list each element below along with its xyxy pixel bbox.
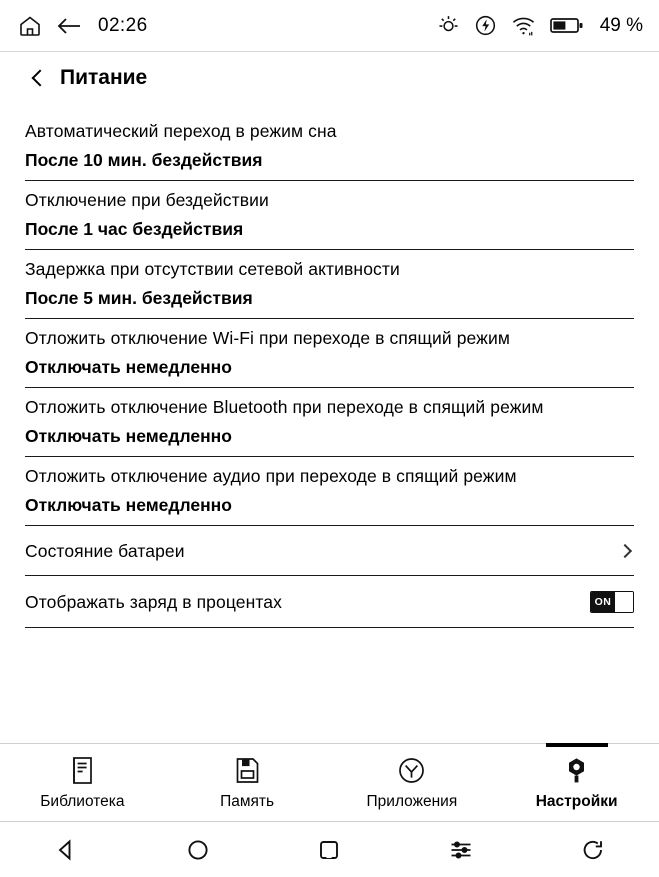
setting-label: Отключение при бездействии: [25, 190, 269, 210]
setting-value: Отключать немедленно: [25, 357, 232, 377]
battery-percent-label: 49 %: [599, 14, 643, 36]
list-item[interactable]: [25, 388, 634, 457]
settings-gear-icon: [562, 756, 591, 785]
setting-value: Отключать немедленно: [25, 426, 232, 446]
setting-value: После 5 мин. бездействия: [25, 288, 253, 308]
nav-home-circle-icon[interactable]: [132, 837, 264, 863]
chevron-left-icon[interactable]: [32, 70, 49, 87]
nav-back-triangle-icon[interactable]: [0, 837, 132, 863]
setting-label: Автоматический переход в режим сна: [25, 121, 337, 141]
battery-icon: [550, 16, 584, 35]
toggle-knob: [615, 592, 633, 612]
status-bar-left: [18, 14, 148, 38]
nav-refresh-icon[interactable]: [527, 837, 659, 863]
tab-label: Настройки: [535, 793, 618, 810]
brightness-icon[interactable]: [437, 14, 460, 37]
toggle-state-label: ON: [591, 592, 615, 612]
tab-library[interactable]: [0, 746, 165, 821]
list-item[interactable]: [25, 457, 634, 526]
list-item[interactable]: [25, 319, 634, 388]
list-item[interactable]: [25, 112, 634, 181]
list-item[interactable]: [25, 181, 634, 250]
chevron-right-icon: [618, 544, 632, 558]
nav-sliders-icon[interactable]: [395, 837, 527, 863]
page-header: [0, 52, 659, 98]
setting-value: После 10 мин. бездействия: [25, 150, 263, 170]
list-item-battery-state[interactable]: [25, 526, 634, 576]
tab-label: Приложения: [366, 793, 458, 810]
bottom-tab-bar: [0, 743, 659, 821]
list-item[interactable]: [25, 250, 634, 319]
setting-value: После 1 час бездействия: [25, 219, 244, 239]
setting-label: Состояние батареи: [25, 541, 185, 561]
setting-label: Отложить отключение Bluetooth при переходе в спящий режим: [25, 397, 544, 417]
page-title: Питание: [60, 66, 148, 89]
setting-label: Отложить отключение аудио при переходе в спящий режим: [25, 466, 517, 486]
tab-memory[interactable]: [165, 746, 330, 821]
settings-list: [0, 98, 659, 743]
home-icon[interactable]: [18, 14, 42, 38]
status-clock: 02:26: [98, 14, 148, 36]
wifi-icon[interactable]: [511, 14, 536, 37]
tab-label: Библиотека: [40, 793, 125, 810]
apps-target-icon: [397, 756, 426, 785]
status-bar: [0, 0, 659, 52]
tab-applications[interactable]: [330, 746, 495, 821]
refresh-speed-icon[interactable]: [474, 14, 497, 37]
back-arrow-icon[interactable]: [56, 15, 82, 37]
book-icon: [69, 756, 96, 785]
tab-label: Память: [220, 793, 275, 810]
nav-recents-square-icon[interactable]: [264, 837, 396, 863]
system-nav-bar: [0, 821, 659, 877]
setting-value: Отключать немедленно: [25, 495, 232, 515]
save-disk-icon: [234, 756, 261, 785]
list-item-show-battery-percent[interactable]: [25, 576, 634, 628]
tab-settings[interactable]: [494, 746, 659, 821]
setting-label: Задержка при отсутствии сетевой активности: [25, 259, 400, 279]
setting-label: Отображать заряд в процентах: [25, 592, 282, 612]
setting-label: Отложить отключение Wi-Fi при переходе в спящий режим: [25, 328, 510, 348]
status-bar-right: [437, 14, 643, 37]
battery-percent-toggle[interactable]: [590, 591, 634, 613]
